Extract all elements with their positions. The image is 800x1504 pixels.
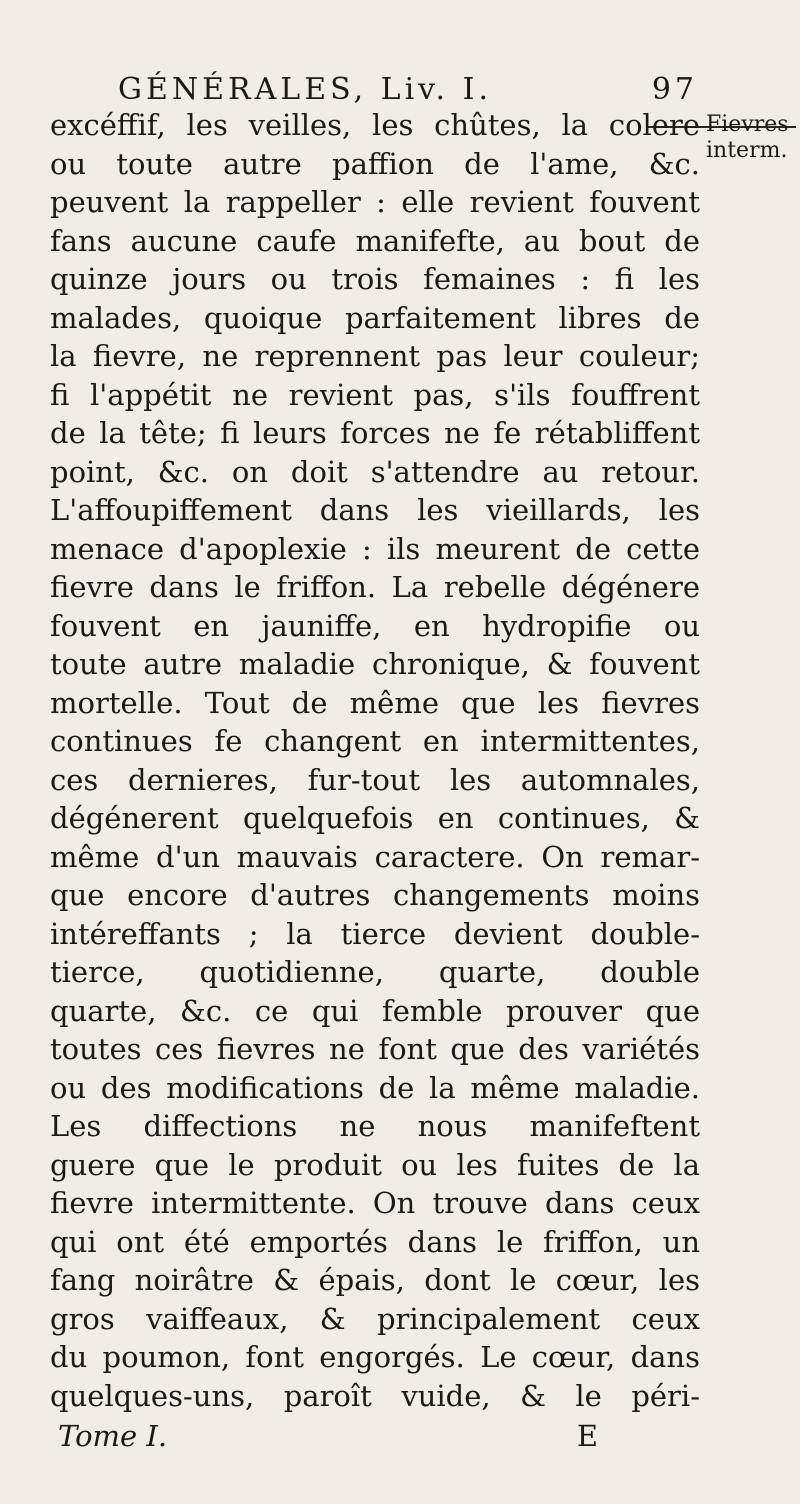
page-footer [58,1416,598,1456]
text-line: même d'un mauvais caractere. On remar- [50,839,700,874]
text-line: gros vaiffeaux, & principalement ceux [50,1301,700,1336]
margin-note-fievres: Fievres [706,112,789,137]
text-line: menace d'apoplexie : ils meurent de cette [50,531,700,566]
text-line: guere que le produit ou les fuites de la [50,1147,700,1182]
text-line: quelques-uns, paroît vuide, & le péri- [50,1378,700,1413]
text-line: fi l'appétit ne revient pas, s'ils fouffrent [50,377,700,412]
text-line: fouvent en jauniffe, en hydropifie ou [50,608,700,643]
text-line: continues fe changent en intermittentes, [50,724,700,758]
text-line: de la tête; fi leurs forces ne fe rétabliffent [50,416,700,450]
text-line: ces dernieres, fur-tout les automnales, [50,762,700,797]
text-line: tierce, quotidienne, quarte, double [50,955,700,989]
text-line: fievre intermittente. On trouve dans ceux [50,1186,700,1220]
text-line: qui ont été emportés dans le friffon, un [50,1224,700,1259]
text-line: toutes ces fievres ne font que des variétés [50,1032,700,1066]
text-line: Les diffections ne nous manifeftent [50,1109,700,1143]
text-line: L'affoupiffement dans les vieillards, les [50,493,700,527]
text-line: ou toute autre paffion de l'ame, &c. [50,146,700,181]
text-line: point, &c. on doit s'attendre au retour. [50,454,700,489]
text-line: quarte, &c. ce qui femble prouver que [50,993,700,1028]
page-header [118,70,698,110]
body-text [50,106,700,1415]
signature-mark: E [576,1419,598,1453]
text-line: que encore d'autres changements moins [50,878,700,912]
text-line: du poumon, font engorgés. Le cœur, dans [50,1340,700,1374]
running-title: GÉNÉRALES, Liv. I. [118,72,493,107]
text-line: malades, quoique parfaitement libres de [50,300,700,335]
margin-note-interm: interm. [706,138,788,163]
text-line: toute autre maladie chronique, & fouvent [50,647,700,681]
text-line: excéffif, les veilles, les chûtes, la colere [50,108,700,142]
text-line: peuvent la rappeller : elle revient fouvent [50,185,700,219]
text-line: quinze jours ou trois femaines : fi les [50,262,700,296]
text-line: fievre dans le friffon. La rebelle dégénere [50,570,700,604]
page-number: 97 [651,72,698,107]
text-line: fang noirâtre & épais, dont le cœur, les [50,1263,700,1297]
text-line: ou des modifications de la même maladie. [50,1070,700,1105]
text-line: dégénerent quelquefois en continues, & [50,801,700,835]
tome-label: Tome I. [58,1419,168,1453]
text-line: la fievre, ne reprennent pas leur couleur; [50,339,700,373]
text-line: intéreffants ; la tierce devient double- [50,916,700,951]
text-line: fans aucune caufe manifefte, au bout de [50,223,700,258]
text-line: mortelle. Tout de même que les fievres [50,685,700,720]
